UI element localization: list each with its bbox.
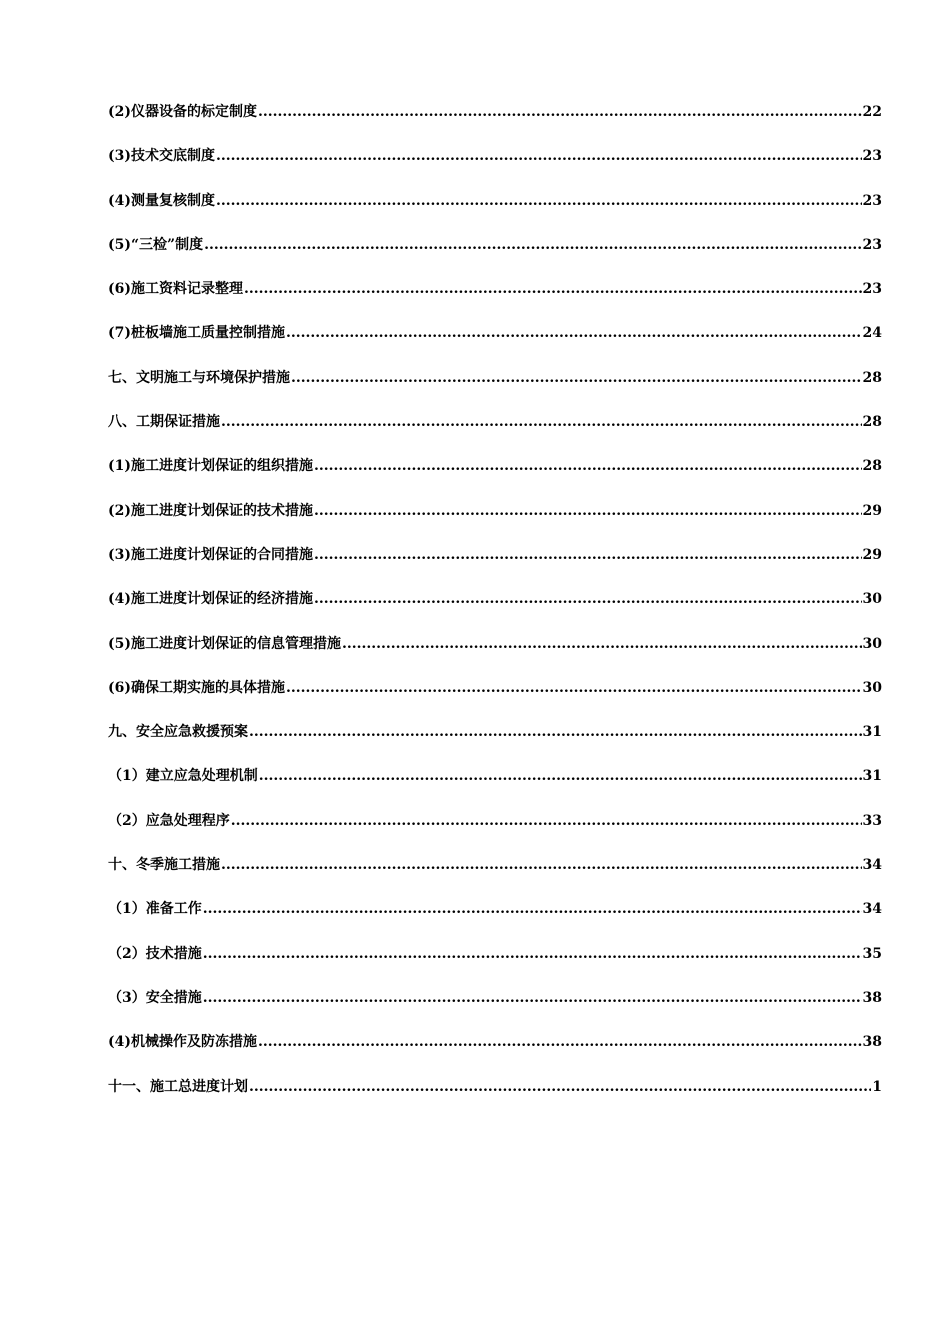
toc-entry[interactable]: [108, 721, 882, 765]
toc-dot-leader: [314, 588, 862, 610]
toc-dot-leader: [203, 943, 862, 965]
toc-entry[interactable]: [108, 1031, 882, 1075]
toc-entry[interactable]: [108, 322, 882, 366]
toc-dot-leader: [221, 854, 862, 876]
toc-dot-leader: [342, 633, 862, 655]
toc-entry-title: 十一、施工总进度计划: [108, 1078, 248, 1095]
toc-entry[interactable]: [108, 588, 882, 632]
toc-entry[interactable]: [108, 367, 882, 411]
toc-entry-title: （2）应急处理程序: [108, 812, 230, 829]
toc-entry[interactable]: [108, 234, 882, 278]
toc-entry[interactable]: [108, 411, 882, 455]
toc-dot-leader: [314, 544, 862, 566]
toc-page-number: 29: [862, 546, 882, 563]
toc-entry-title: （3）安全措施: [108, 989, 202, 1006]
toc-entry-title: (3)技术交底制度: [108, 148, 215, 165]
toc-entry[interactable]: [108, 854, 882, 898]
toc-entry-title: (5)“三检”制度: [108, 236, 204, 253]
toc-page-number: 30: [862, 679, 882, 696]
toc-page-number: 31: [862, 724, 882, 741]
toc-entry-title: 七、文明施工与环境保护措施: [108, 369, 290, 386]
toc-entry-title: (4)施工进度计划保证的经济措施: [108, 591, 313, 608]
toc-entry[interactable]: [108, 145, 882, 189]
toc-dot-leader: [259, 765, 862, 787]
toc-dot-leader: [216, 145, 862, 167]
toc-page-number: 29: [862, 502, 882, 519]
toc-page-number: 28: [862, 414, 882, 431]
toc-page-number: 24: [862, 325, 882, 342]
toc-dot-leader: [286, 322, 862, 344]
toc-dot-leader: [204, 234, 861, 256]
toc-dot-leader: [216, 190, 862, 212]
toc-entry[interactable]: [108, 987, 882, 1031]
toc-entry-title: (7)桩板墙施工质量控制措施: [108, 325, 285, 342]
toc-entry[interactable]: [108, 544, 882, 588]
toc-dot-leader: [203, 987, 862, 1009]
toc-entry[interactable]: [108, 943, 882, 987]
toc-entry[interactable]: [108, 278, 882, 322]
toc-entry[interactable]: [108, 190, 882, 234]
toc-page-number: 30: [862, 635, 882, 652]
toc-dot-leader: [244, 278, 862, 300]
toc-page-number: 33: [862, 812, 882, 829]
toc-page-number: 23: [862, 192, 882, 209]
toc-entry[interactable]: [108, 677, 882, 721]
toc-entry[interactable]: [108, 455, 882, 499]
toc-page-number: 35: [862, 945, 882, 962]
toc-dot-leader: [258, 1031, 862, 1053]
toc-dot-leader: [314, 455, 862, 477]
toc-entry-title: 八、工期保证措施: [108, 414, 220, 431]
toc-dot-leader: [291, 367, 862, 389]
toc-dot-leader: [221, 411, 862, 433]
toc-entry-title: （2）技术措施: [108, 945, 202, 962]
toc-entry-title: (4)测量复核制度: [108, 192, 215, 209]
toc-entry-title: 十、冬季施工措施: [108, 857, 220, 874]
toc-entry-title: (4)机械操作及防冻措施: [108, 1034, 257, 1051]
toc-entry[interactable]: [108, 101, 882, 145]
toc-entry[interactable]: [108, 500, 882, 544]
toc-dot-leader: [249, 1076, 871, 1098]
toc-page-number: 23: [862, 236, 882, 253]
toc-page-number: 38: [862, 1034, 882, 1051]
toc-page-number: 28: [862, 369, 882, 386]
toc-page-number: 23: [862, 281, 882, 298]
toc-entry-title: (2)仪器设备的标定制度: [108, 104, 257, 120]
toc-entry[interactable]: [108, 810, 882, 854]
toc-dot-leader: [314, 500, 862, 522]
toc-entry-title: (2)施工进度计划保证的技术措施: [108, 502, 313, 519]
toc-dot-leader: [249, 721, 862, 743]
toc-page-number: 1: [872, 1078, 882, 1095]
toc-entry-title: (1)施工进度计划保证的组织措施: [108, 458, 313, 475]
toc-entry[interactable]: [108, 633, 882, 677]
toc-entry-title: (6)确保工期实施的具体措施: [108, 679, 285, 696]
toc-entry-title: 九、安全应急救援预案: [108, 724, 248, 741]
toc-page-number: 34: [862, 901, 882, 918]
toc-page-number: 23: [862, 148, 882, 165]
toc-page-number: 34: [862, 857, 882, 874]
toc-page-number: 31: [862, 768, 882, 785]
toc-entry-title: (3)施工进度计划保证的合同措施: [108, 546, 313, 563]
toc-page-number: 30: [862, 591, 882, 608]
toc-page-number: 28: [862, 458, 882, 475]
toc-entry[interactable]: [108, 765, 882, 809]
toc-entry[interactable]: [108, 898, 882, 942]
toc-entry-title: (6)施工资料记录整理: [108, 281, 243, 298]
toc-dot-leader: [231, 810, 862, 832]
toc-page-number: 22: [862, 104, 882, 120]
toc-entry-title: (5)施工进度计划保证的信息管理措施: [108, 635, 341, 652]
toc-entry-title: （1）准备工作: [108, 901, 202, 918]
toc-dot-leader: [203, 898, 862, 920]
toc-dot-leader: [286, 677, 862, 699]
toc-dot-leader: [258, 101, 862, 123]
table-of-contents: [108, 101, 882, 1120]
toc-page-number: 38: [862, 989, 882, 1006]
toc-entry-title: （1）建立应急处理机制: [108, 768, 258, 785]
toc-entry[interactable]: [108, 1076, 882, 1120]
